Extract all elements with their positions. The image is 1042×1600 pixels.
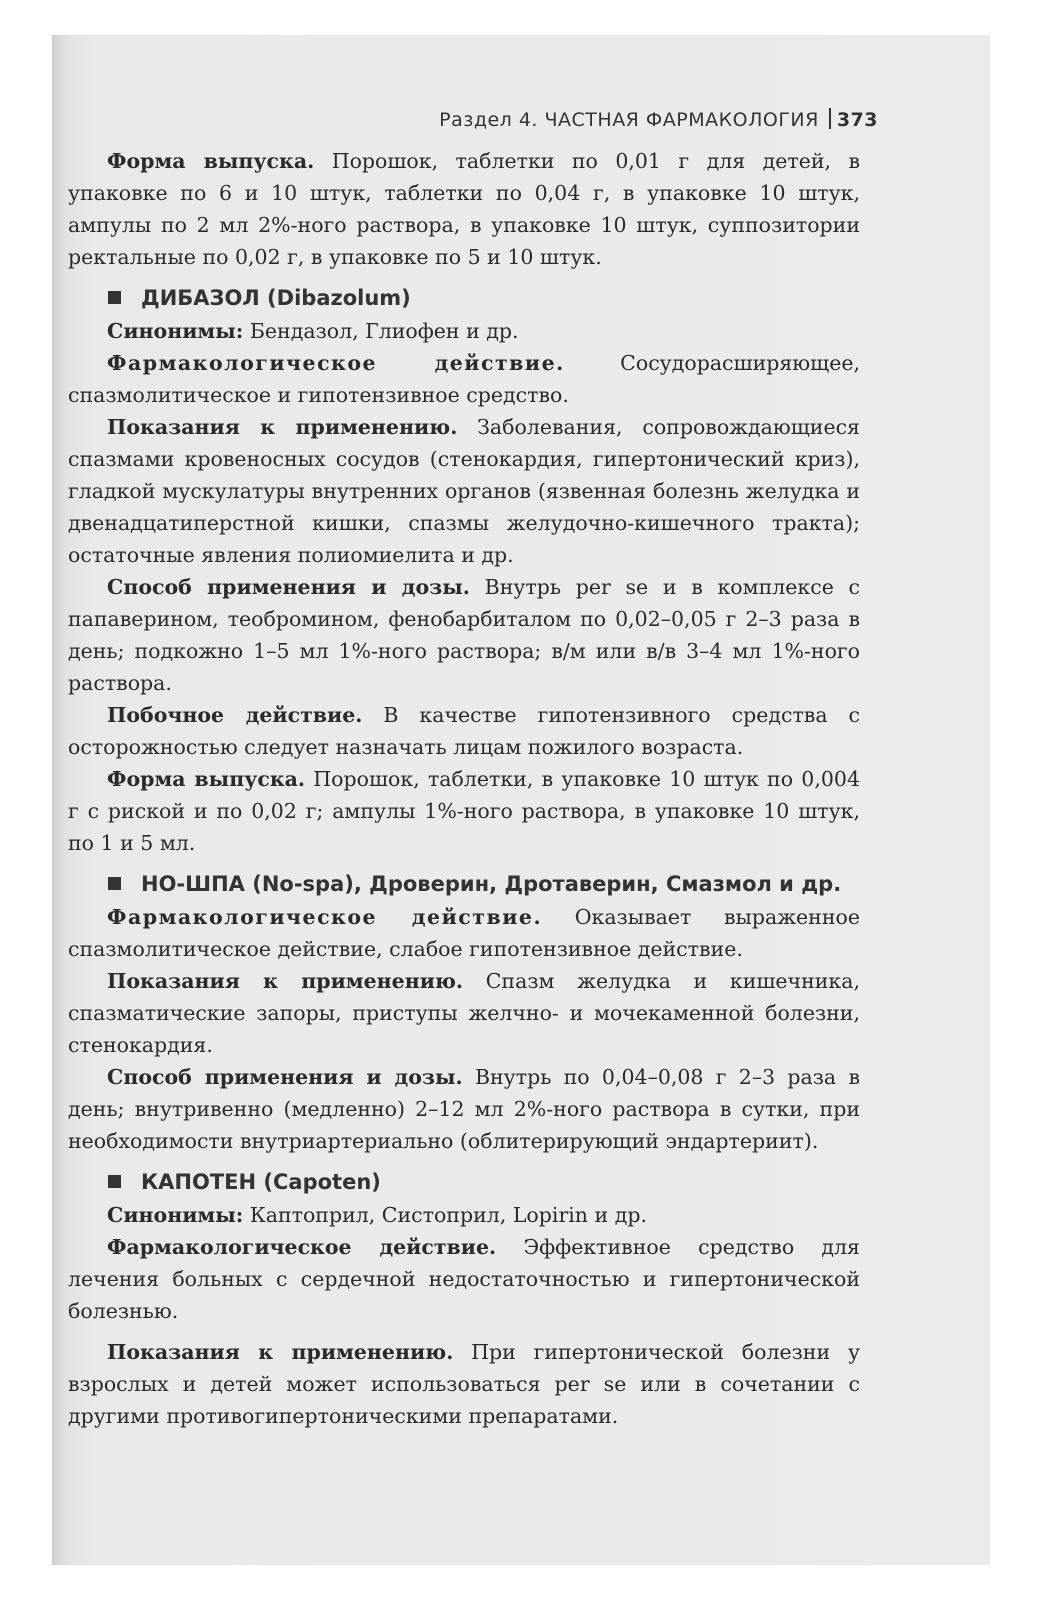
paragraph-text: Каптоприл, Систоприл, Lopirin и др. — [243, 1203, 647, 1227]
heading-text: НО-ШПА (No-spa), Дроверин, Дротаверин, Смазмол и др. — [141, 872, 842, 896]
paragraph-text: Бендазол, Глиофен и др. — [243, 319, 519, 343]
paragraph-label: Форма выпуска. — [107, 767, 306, 791]
paragraph-action — [68, 901, 860, 965]
square-bullet-icon — [108, 291, 121, 304]
square-bullet-icon — [108, 1175, 121, 1188]
paragraph-label: Фармакологическое действие. — [107, 905, 543, 929]
paragraph-text: В качестве гипотензивного средства с осторожностью следует назначать лицам пожилого возраста. — [68, 703, 860, 759]
paragraph-label: Показания к применению. — [107, 969, 464, 993]
paragraph-label: Показания к применению. — [107, 415, 458, 439]
section-title: Раздел 4. ЧАСТНАЯ ФАРМАКОЛОГИЯ — [439, 109, 819, 131]
paragraph-indications — [68, 965, 860, 1061]
scanned-page — [52, 35, 990, 1565]
paragraph-text: Спазм желудка и кишечника, спазматические запоры, приступы желчно- и мочекаменной болезни, стенокардия. — [68, 969, 860, 1057]
drug-heading-dibazol — [68, 282, 860, 314]
paragraph-label: Синонимы: — [107, 1203, 244, 1227]
heading-text: ДИБАЗОЛ (Dibazolum) — [141, 286, 411, 310]
paragraph-label: Форма выпуска. — [107, 149, 315, 173]
paragraph-label: Способ применения и дозы. — [107, 1065, 463, 1089]
paragraph-form-release — [68, 145, 860, 273]
header-divider — [829, 108, 831, 129]
paragraph-action — [68, 1231, 860, 1327]
paragraph-side-effects — [68, 699, 860, 763]
paragraph-indications — [68, 1336, 860, 1432]
paragraph-synonyms — [68, 1199, 860, 1231]
square-bullet-icon — [108, 877, 121, 890]
drug-heading-kapoten — [68, 1166, 860, 1198]
running-header — [439, 108, 878, 131]
paragraph-indications — [68, 411, 860, 571]
page-body — [68, 145, 860, 1432]
drug-heading-nospa — [68, 868, 860, 900]
paragraph-text: Внутрь по 0,04–0,08 г 2–3 раза в день; внутривенно (медленно) 2–12 мл 2%-ного раствора в сутки, при необходимости внутриартериально (облитерирующий эндартериит). — [68, 1065, 860, 1153]
paragraph-label: Фармакологическое действие. — [107, 1235, 497, 1259]
paragraph-action — [68, 347, 860, 411]
paragraph-text: Сосудорасширяющее, спазмолитическое и гипотензивное средство. — [68, 351, 860, 407]
paragraph-text: Заболевания, сопровождающиеся спазмами кровеносных сосудов (стенокардия, гипертонический криз), гладкой мускулатуры внутренних органов (язвенная болезнь желудка и двенадцатиперстной кишки, спазмы желудочно-кишечного тракта); остаточные явления полиомиелита и др. — [68, 415, 860, 567]
paragraph-text: Оказывает выраженное спазмолитическое действие, слабое гипотензивное действие. — [68, 905, 860, 961]
paragraph-label: Показания к применению. — [107, 1340, 454, 1364]
paragraph-label: Синонимы: — [107, 319, 244, 343]
paragraph-form-release — [68, 763, 860, 859]
page-number: 373 — [836, 109, 878, 131]
paragraph-label: Фармакологическое действие. — [107, 351, 565, 375]
paragraph-dosage — [68, 1061, 860, 1157]
paragraph-synonyms — [68, 315, 860, 347]
paragraph-dosage — [68, 571, 860, 699]
paragraph-label: Способ применения и дозы. — [107, 575, 470, 599]
heading-text: КАПОТЕН (Capoten) — [141, 1170, 381, 1194]
paragraph-text: Порошок, таблетки по 0,01 г для детей, в упаковке по 6 и 10 штук, таблетки по 0,04 г, в упаковке 10 штук, ампулы по 2 мл 2%-ного раствора, в упаковке 10 штук, суппозитории ректальные по 0,02 г, в упаковке по 5 и 10 штук. — [68, 149, 861, 269]
paragraph-text: При гипертонической болезни у взрослых и детей может использоваться per se или в сочетании с другими противогипертоническими препаратами. — [68, 1340, 861, 1428]
paragraph-text: Внутрь per se и в комплексе с папаверином, теобромином, фенобарбиталом по 0,02–0,05 г 2–3 раза в день; подкожно 1–5 мл 1%-ного раствора; в/м или в/в 3–4 мл 1%-ного раствора. — [68, 575, 861, 695]
paragraph-text: Порошок, таблетки, в упаковке 10 штук по 0,004 г с риской и по 0,02 г; ампулы 1%-ного раствора, в упаковке 10 штук, по 1 и 5 мл. — [68, 767, 860, 855]
paragraph-label: Побочное действие. — [107, 703, 363, 727]
paragraph-text: Эффективное средство для лечения больных с сердечной недостаточностью и гипертонической болезнью. — [68, 1235, 860, 1323]
